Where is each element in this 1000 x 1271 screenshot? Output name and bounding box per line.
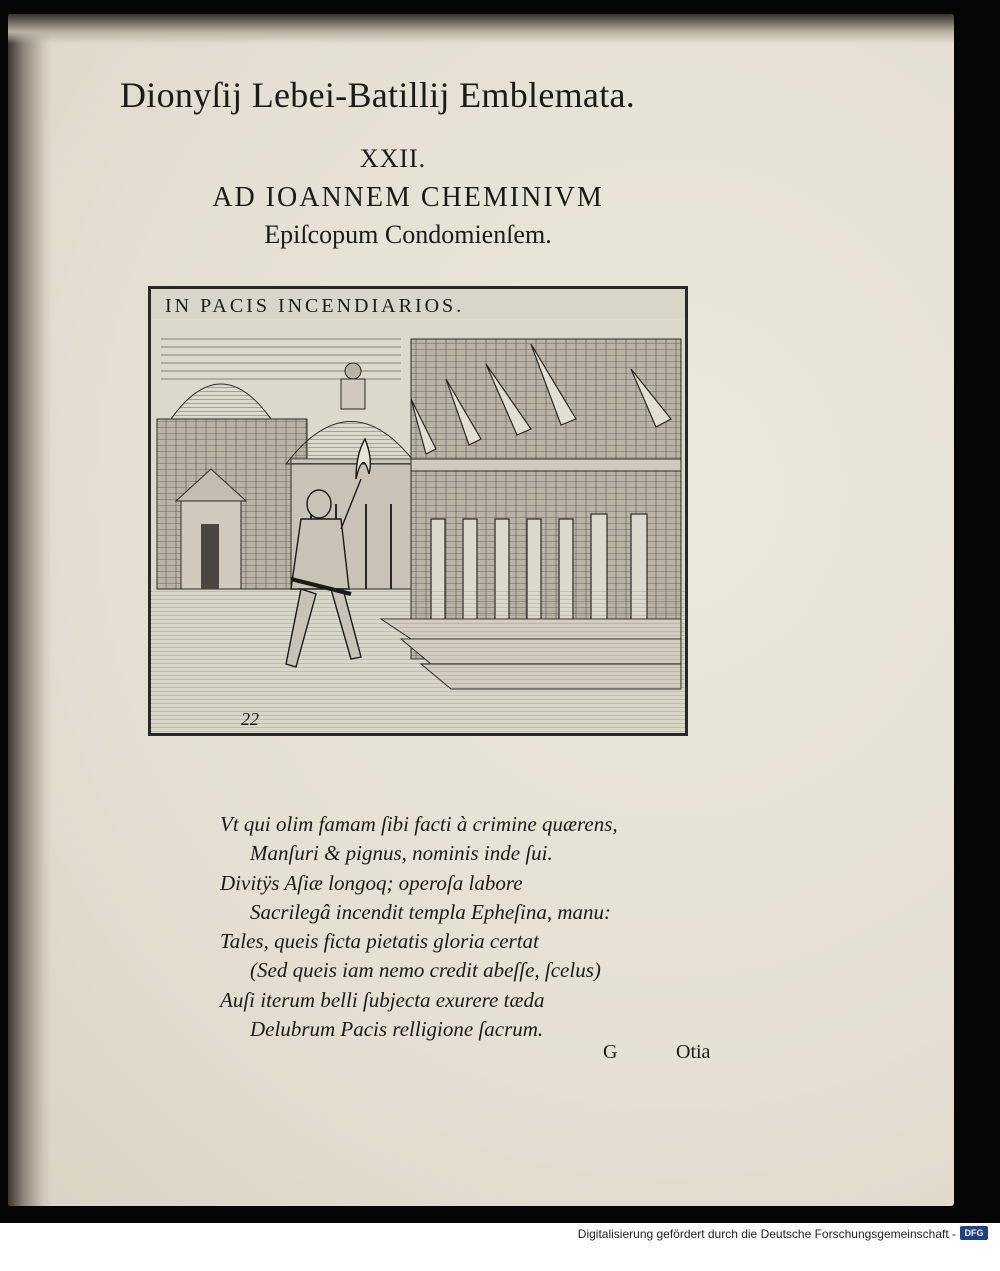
running-head: Dionyſij Lebei-Batillij Emblemata. (120, 75, 636, 115)
emblem-number: XXII. (359, 144, 427, 173)
verse-line: Vt qui olim famam ſibi facti à crimine quærens, (220, 812, 618, 836)
digitization-footer (0, 1223, 1000, 1271)
verse-line: Auſi iterum belli ſubjecta exurere tæda (220, 987, 545, 1012)
verse-line: (Sed queis iam nemo credit abeſſe, ſcelus) (250, 958, 601, 983)
book-page (8, 14, 954, 1206)
emblem-engraving (148, 286, 688, 736)
dfg-logo-icon: DFG (960, 1226, 988, 1240)
dedication-subtitle: Epiſcopum Condomienſem. (264, 220, 552, 249)
spine-shadow (8, 14, 52, 1206)
verse-line: Divitÿs Aſiæ longoq; operoſa labore (220, 870, 523, 895)
verse-line: Tales, queis ficta pietatis gloria certat (220, 929, 539, 954)
verse-line: Delubrum Pacis relligione ſacrum. (250, 1017, 544, 1042)
emblem-motto: IN PACIS INCENDIARIOS. (165, 295, 465, 317)
verse-block (220, 810, 740, 1044)
signature-mark: G (603, 1041, 618, 1063)
catchword: Otia (676, 1041, 711, 1063)
verse-line: Manſuri & pignus, nominis inde ſui. (250, 841, 553, 866)
engraving-illustration (151, 319, 685, 733)
plate-number: 22 (241, 709, 259, 729)
footer-credit: Digitalisierung gefördert durch die Deutsche Forschungsgemeinschaft - (577, 1227, 956, 1241)
dedication-title: AD IOANNEM CHEMINIVM (212, 182, 604, 213)
verse-line: Sacrilegâ incendit templa Epheſina, manu: (250, 899, 612, 924)
top-edge-shadow (8, 14, 954, 44)
